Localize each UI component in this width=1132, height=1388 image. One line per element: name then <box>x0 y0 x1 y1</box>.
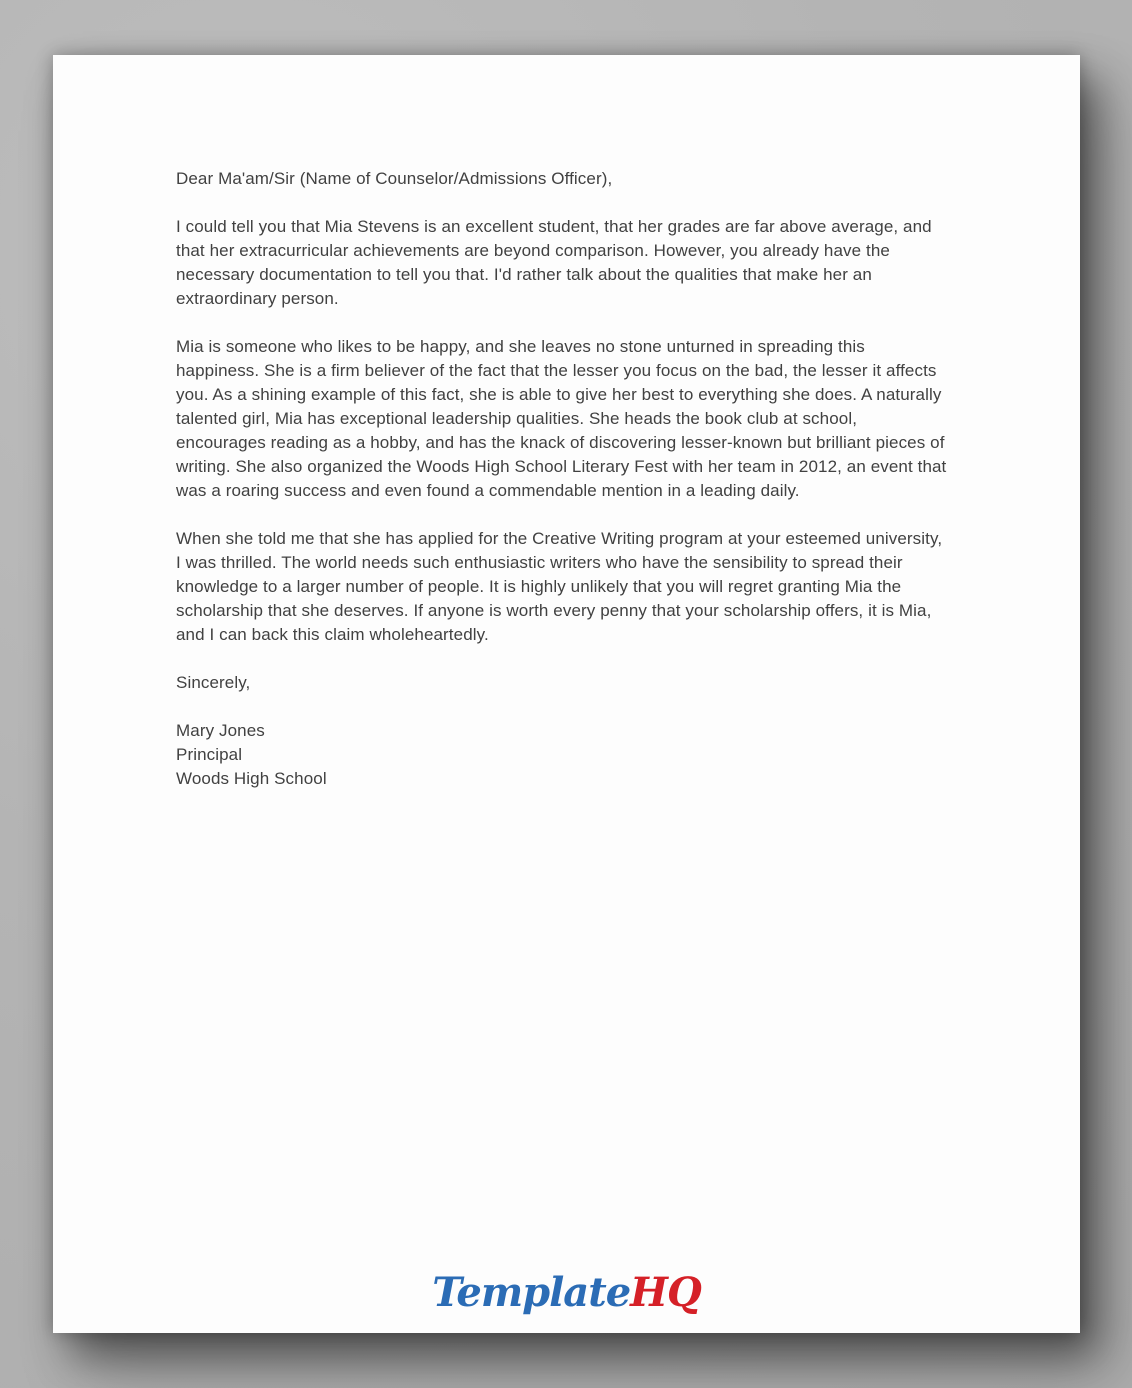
templatehq-logo <box>53 1269 1080 1317</box>
closing-salutation: Sincerely, <box>176 673 251 692</box>
logo-text-accent: HQ <box>630 1269 701 1316</box>
letter-page <box>53 55 1080 1333</box>
signature-organization: Woods High School <box>176 769 327 788</box>
letter-body <box>176 167 951 791</box>
signature-block <box>176 719 951 791</box>
letter-paragraph-3: When she told me that she has applied for the Creative Writing program at your esteemed university, I was thrilled. The world needs such enthusiastic writers who have the sensibility to spread their knowledge to a larger number of people. It is highly unlikely that you will regret granting Mia the scholarship that she deserves. If anyone is worth every penny that your scholarship offers, it is Mia, and I can back this claim wholeheartedly. <box>176 529 943 644</box>
signature-title: Principal <box>176 745 243 764</box>
logo-text-primary: Template <box>432 1269 631 1316</box>
signature-name: Mary Jones <box>176 721 265 740</box>
letter-paragraph-1: I could tell you that Mia Stevens is an excellent student, that her grades are far above average, and that her extracurricular achievements are beyond comparison. However, you already have the necessary documentation to tell you that. I'd rather talk about the qualities that make her an extraordinary person. <box>176 217 932 308</box>
salutation: Dear Ma'am/Sir (Name of Counselor/Admissions Officer), <box>176 169 613 188</box>
letter-paragraph-2: Mia is someone who likes to be happy, and she leaves no stone unturned in spreading this happiness. She is a firm believer of the fact that the lesser you focus on the bad, the lesser it affects you. As a shining example of this fact, she is able to give her best to everything she does. A naturally talented girl, Mia has exceptional leadership qualities. She heads the book club at school, encourages reading as a hobby, and has the knack of discovering lesser-known but brilliant pieces of writing. She also organized the Woods High School Literary Fest with her team in 2012, an event that was a roaring success and even found a commendable mention in a leading daily. <box>176 337 947 500</box>
